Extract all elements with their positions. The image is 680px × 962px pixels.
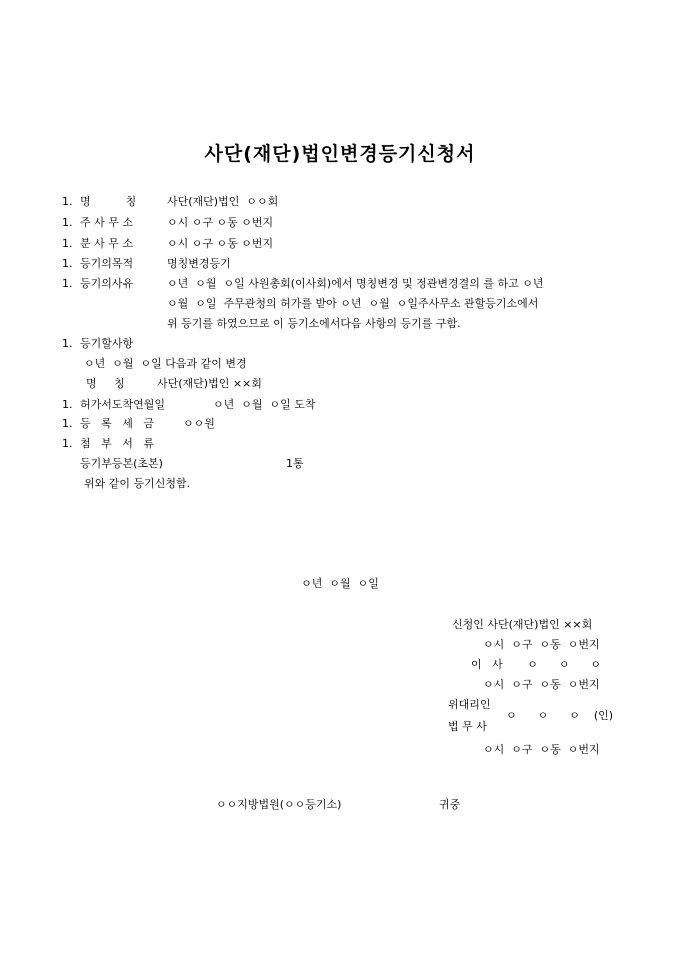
item-number: 1. xyxy=(62,195,73,208)
proxy-address: ㅇ시 ㅇ구 ㅇ동 ㅇ번지 xyxy=(483,743,600,756)
court-name: ㅇㅇ지방법원(ㅇㅇ등기소) xyxy=(216,798,342,811)
branch-office-value: ㅇ시 ㅇ구 ㅇ동 ㅇ번지 xyxy=(167,237,274,250)
branch-office-label: 분 사 무 소 xyxy=(80,237,133,250)
name-label: 명 칭 xyxy=(80,195,137,208)
reason-label: 등기의사유 xyxy=(80,277,134,290)
proxy-title: 법 무 사 xyxy=(448,720,487,733)
main-office-value: ㅇ시 ㅇ구 ㅇ동 ㅇ번지 xyxy=(167,216,274,229)
closing-statement: 위와 같이 등기신청함. xyxy=(84,477,191,490)
tax-value: ㅇㅇ원 xyxy=(183,417,215,430)
attachments-label: 첨 부 서 류 xyxy=(80,437,154,450)
item-number: 1. xyxy=(62,237,73,250)
name-value: 사단(재단)법인 ㅇㅇ회 xyxy=(167,195,279,208)
attachment-doc: 등기부등본(초본) xyxy=(80,457,163,470)
permit-label: 허가서도착연월일 xyxy=(80,398,166,411)
reason-line: ㅇ년 ㅇ월 ㅇ일 사원총회(이사회)에서 명칭변경 및 정관변경결의 를 하고 ㅇ년 xyxy=(167,277,544,290)
applicant-line: 신청인 사단(재단)법인 ××회 xyxy=(452,618,593,631)
item-number: 1. xyxy=(62,417,73,430)
recipient: 귀중 xyxy=(439,798,461,811)
tax-label: 등 록 세 금 xyxy=(80,417,154,430)
permit-value: ㅇ년 ㅇ월 ㅇ일 도착 xyxy=(213,398,316,411)
proxy-name: ㅇ ㅇ ㅇ (인) xyxy=(506,709,614,722)
matters-name-value: 사단(재단)법인 ××회 xyxy=(157,377,262,390)
item-number: 1. xyxy=(62,257,73,270)
attachment-count: 1통 xyxy=(286,457,304,470)
reason-line: ㅇ월 ㅇ일 주무관청의 허가를 받아 ㅇ년 ㅇ월 ㅇ일주사무소 관할등기소에서 xyxy=(167,297,539,310)
item-number: 1. xyxy=(62,337,73,350)
item-number: 1. xyxy=(62,398,73,411)
reason-line: 위 등기를 하였으므로 이 등기소에서다음 사항의 등기를 구함. xyxy=(167,317,461,330)
matters-label: 등기할사항 xyxy=(80,337,134,350)
purpose-label: 등기의목적 xyxy=(80,257,134,270)
applicant-address: ㅇ시 ㅇ구 ㅇ동 ㅇ번지 xyxy=(483,638,600,651)
item-number: 1. xyxy=(62,216,73,229)
matters-name-label: 명 칭 xyxy=(86,377,125,390)
director-line: 이 사 ㅇ ㅇ ㅇ xyxy=(471,658,602,671)
filing-date: ㅇ년 ㅇ월 ㅇ일 xyxy=(301,577,379,590)
proxy-label: 위대리인 xyxy=(448,698,491,711)
item-number: 1. xyxy=(62,277,73,290)
director-address: ㅇ시 ㅇ구 ㅇ동 ㅇ번지 xyxy=(483,678,600,691)
matters-line: ㅇ년 ㅇ월 ㅇ일 다음과 같이 변경 xyxy=(84,357,247,370)
main-office-label: 주 사 무 소 xyxy=(80,216,133,229)
item-number: 1. xyxy=(62,437,73,450)
purpose-value: 명칭변경등기 xyxy=(167,257,231,270)
document-title: 사단(재단)법인변경등기신청서 xyxy=(204,143,476,165)
